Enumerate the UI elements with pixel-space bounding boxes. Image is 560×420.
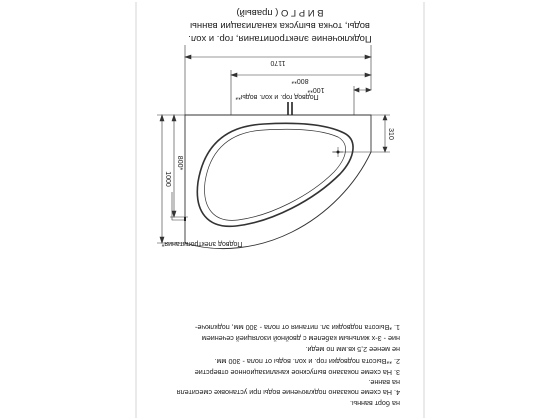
note-line-2: ние - 3-х жильным кабелем с двойной изоляцией сечением bbox=[201, 334, 400, 343]
dimension-100-label: 100** bbox=[307, 86, 325, 93]
title-line-1: Подключение электропитания, гор. и хол. bbox=[188, 33, 372, 44]
note-line-5: 3. На схеме показано выпускное канализационное отверстие bbox=[194, 368, 400, 377]
electric-supply-label: Подвод электропитания* bbox=[161, 240, 243, 247]
rotated-content bbox=[157, 7, 400, 408]
title-block bbox=[188, 7, 371, 44]
dimension-1170-label: 1170 bbox=[270, 59, 286, 66]
water-supply-label: Подвод гор. и хол. воды** bbox=[235, 93, 319, 100]
note-line-6: на ванне. bbox=[368, 378, 400, 387]
dimension-310-label: 310 bbox=[387, 128, 394, 140]
dimension-310 bbox=[332, 115, 390, 152]
title-line-3: В И Р Г О ( правый) bbox=[236, 7, 324, 18]
bathtub-outline bbox=[185, 115, 371, 249]
dimension-800-label: 800** bbox=[291, 77, 309, 84]
note-line-7: 4. На схеме показано подключение воды при установке смесителя bbox=[176, 388, 400, 397]
dimension-800 bbox=[231, 70, 371, 115]
title-line-2: воды, точка выпуска канализации ванны bbox=[190, 20, 370, 31]
dimension-100 bbox=[354, 86, 371, 115]
note-line-1: 1. *Высота подводки эл. питания от пола - 300 мм, подключе- bbox=[194, 323, 400, 332]
note-line-4: 2. **Высота подводки гор. и хол. воды от пола - 300 мм. bbox=[214, 357, 400, 366]
notes-block bbox=[177, 323, 400, 408]
dimension-overall-width bbox=[185, 45, 371, 115]
note-line-8: на борт ванны. bbox=[349, 399, 400, 408]
drain-outlet-icon bbox=[333, 147, 343, 157]
dimension-1000-label: 1000 bbox=[164, 171, 171, 187]
water-inlets-icon bbox=[288, 102, 292, 115]
dimension-800-vertical-label: 800* bbox=[176, 155, 183, 171]
note-line-3: не менее 2,5 кв.мм по меди. bbox=[305, 345, 400, 354]
